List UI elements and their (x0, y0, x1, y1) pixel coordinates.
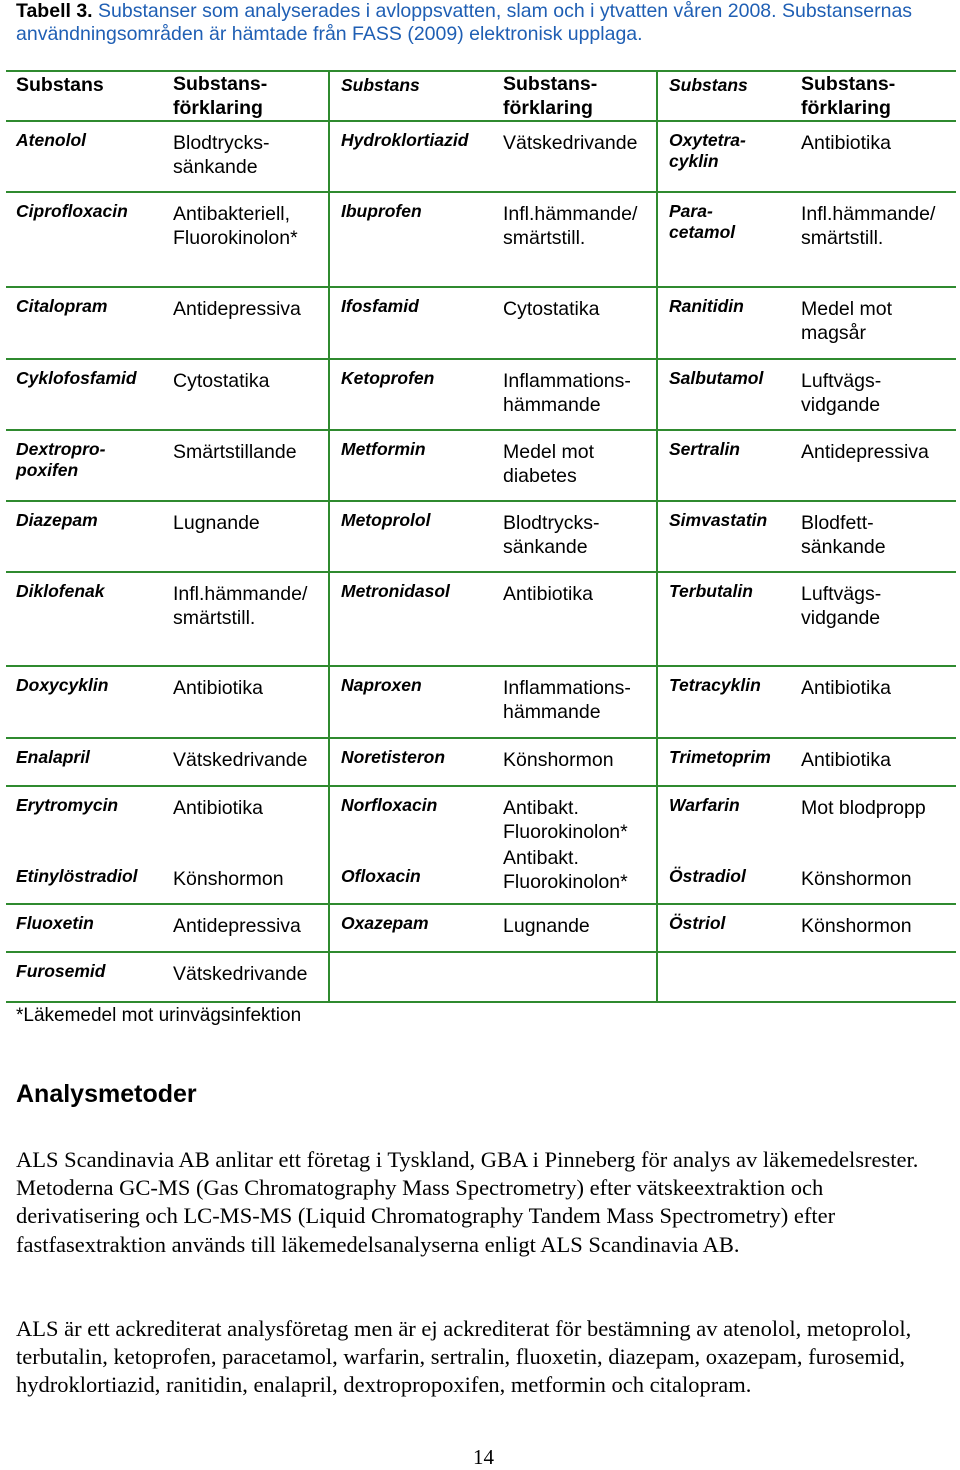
column-divider (328, 787, 330, 858)
substance-name-cell: Norfloxacin (341, 795, 438, 815)
page-number: 14 (473, 1445, 494, 1469)
substance-description-cell: Infl.hämmande/ smärtstill. (801, 203, 936, 249)
substance-name-cell: Noretisteron (341, 747, 446, 767)
column-divider (656, 905, 658, 953)
substance-name-cell: Simvastatin (669, 510, 768, 530)
substance-name-cell: Hydroklortiazid (341, 130, 469, 150)
substance-description-cell: Antibiotika (173, 797, 263, 819)
table-row (6, 431, 956, 502)
substance-name-cell: Metronidasol (341, 581, 450, 601)
column-divider (328, 739, 330, 787)
substance-description-cell: Medel mot magsår (801, 298, 893, 344)
table-header-cell: Substans (341, 75, 420, 95)
table-row (6, 193, 956, 288)
table-row (6, 905, 956, 953)
substance-name-cell: Diazepam (16, 510, 98, 530)
substance-description-cell: Blodtrycks- sänkande (503, 512, 600, 558)
substance-name-cell: Warfarin (669, 795, 740, 815)
column-divider (328, 502, 330, 573)
table-header-cell: Substans- förklaring (173, 73, 268, 119)
substance-description-cell: Antibiotika (173, 677, 263, 699)
column-divider (328, 288, 330, 360)
substance-name-cell: Ibuprofen (341, 201, 422, 221)
table-header-cell: Substans- förklaring (801, 73, 896, 119)
substance-description-cell: Antibiotika (801, 132, 891, 154)
substance-description-cell: Antibakteriell, Fluorokinolon* (173, 203, 298, 249)
column-divider (328, 667, 330, 739)
substance-name-cell: Ciprofloxacin (16, 201, 128, 221)
column-divider (328, 953, 330, 1003)
column-divider (328, 431, 330, 502)
column-divider (656, 858, 658, 905)
substance-description-cell: Blodfett- sänkande (801, 512, 886, 558)
substance-table (6, 70, 956, 1004)
substance-description-cell: Infl.hämmande/ smärtstill. (173, 583, 308, 629)
column-divider (656, 360, 658, 431)
caption-label: Tabell 3. (16, 0, 93, 22)
substance-description-cell: Antibakt. Fluorokinolon* (503, 797, 628, 843)
substance-name-cell: Sertralin (669, 439, 740, 459)
table-row (6, 847, 956, 905)
substance-description-cell: Mot blodpropp (801, 797, 926, 819)
column-divider (656, 953, 658, 1003)
substance-name-cell: Naproxen (341, 675, 422, 695)
paragraph-2: ALS är ett ackrediterat analysföretag men är ej ackrediterat för bestämning av atenolol, metoprolol, terbutalin, ketoprofen, paracetamol, warfarin, sertralin, fluoxetin, diazepam, oxazepam, furosemid, hydroklortiazid, ranitidin, enalapril, dextropropoxifen, metformin och citalopram. (16, 1316, 912, 1398)
table-header-cell: Substans (16, 74, 104, 96)
substance-name-cell: Fluoxetin (16, 913, 94, 933)
substance-name-cell: Östradiol (669, 866, 746, 886)
substance-description-cell: Antibakt. Fluorokinolon* (503, 847, 628, 893)
table-row (6, 573, 956, 667)
table-header-cell: Substans- förklaring (503, 73, 598, 119)
table-row (6, 502, 956, 573)
substance-name-cell: Ranitidin (669, 296, 744, 316)
column-divider (328, 193, 330, 288)
column-divider (328, 70, 330, 122)
substance-description-cell: Inflammations- hämmande (503, 370, 631, 416)
column-divider (656, 431, 658, 502)
table-row (6, 787, 956, 856)
substance-description-cell: Luftvägs- vidgande (801, 583, 882, 629)
substance-description-cell: Smärtstillande (173, 441, 297, 463)
column-divider (656, 193, 658, 288)
column-divider (656, 573, 658, 667)
substance-name-cell: Dextropro- poxifen (16, 439, 106, 480)
substance-description-cell: Luftvägs- vidgande (801, 370, 882, 416)
substance-description-cell: Medel mot diabetes (503, 441, 595, 487)
substance-description-cell: Vätskedrivande (173, 749, 308, 771)
substance-name-cell: Metformin (341, 439, 426, 459)
substance-name-cell: Metoprolol (341, 510, 431, 530)
substance-description-cell: Könshormon (801, 915, 912, 937)
substance-description-cell: Cytostatika (503, 298, 600, 320)
substance-description-cell: Antidepressiva (801, 441, 929, 463)
substance-name-cell: Citalopram (16, 296, 108, 316)
substance-description-cell: Cytostatika (173, 370, 270, 392)
substance-description-cell: Könshormon (173, 868, 284, 890)
column-divider (656, 787, 658, 858)
substance-name-cell: Oxazepam (341, 913, 429, 933)
substance-description-cell: Antidepressiva (173, 298, 301, 320)
substance-name-cell: Cyklofosfamid (16, 368, 137, 388)
column-divider (328, 360, 330, 431)
substance-name-cell: Doxycyklin (16, 675, 109, 695)
substance-name-cell: Terbutalin (669, 581, 753, 601)
table-row (6, 739, 956, 787)
substance-description-cell: Vätskedrivande (173, 963, 308, 985)
column-divider (328, 573, 330, 667)
column-divider (656, 502, 658, 573)
table-header-row (6, 70, 956, 122)
substance-name-cell: Tetracyklin (669, 675, 761, 695)
substance-name-cell: Ofloxacin (341, 866, 421, 886)
substance-name-cell: Ketoprofen (341, 368, 435, 388)
column-divider (656, 739, 658, 787)
table-row (6, 667, 956, 739)
substance-description-cell: Infl.hämmande/ smärtstill. (503, 203, 638, 249)
substance-name-cell: Salbutamol (669, 368, 764, 388)
substance-description-cell: Lugnande (503, 915, 590, 937)
substance-name-cell: Furosemid (16, 961, 106, 981)
table-header-cell: Substans (669, 75, 748, 95)
column-divider (656, 122, 658, 193)
column-divider (656, 667, 658, 739)
substance-description-cell: Inflammations- hämmande (503, 677, 631, 723)
table-row (6, 288, 956, 360)
substance-name-cell: Östriol (669, 913, 726, 933)
substance-name-cell: Ifosfamid (341, 296, 419, 316)
column-divider (656, 70, 658, 122)
table-row (6, 953, 956, 1003)
section-heading: Analysmetoder (16, 1080, 197, 1108)
substance-name-cell: Para- cetamol (669, 201, 736, 242)
substance-description-cell: Vätskedrivande (503, 132, 638, 154)
column-divider (328, 905, 330, 953)
column-divider (328, 122, 330, 193)
substance-name-cell: Erytromycin (16, 795, 119, 815)
substance-name-cell: Diklofenak (16, 581, 105, 601)
substance-description-cell: Antidepressiva (173, 915, 301, 937)
substance-name-cell: Trimetoprim (669, 747, 771, 767)
substance-description-cell: Antibiotika (503, 583, 593, 605)
substance-name-cell: Etinylöstradiol (16, 866, 138, 886)
table-row (6, 122, 956, 193)
column-divider (328, 858, 330, 905)
substance-description-cell: Könshormon (801, 868, 912, 890)
substance-description-cell: Könshormon (503, 749, 614, 771)
substance-description-cell: Antibiotika (801, 749, 891, 771)
substance-description-cell: Antibiotika (801, 677, 891, 699)
footnote: *Läkemedel mot urinvägsinfektion (16, 1005, 302, 1026)
substance-name-cell: Enalapril (16, 747, 90, 767)
paragraph-1: ALS Scandinavia AB anlitar ett företag i Tyskland, GBA i Pinneberg för analys av läkemedelsrester. Metoderna GC-MS (Gas Chromatography Mass Spectrometry) efter vätskeextraktion och derivatisering och LC-MS-MS (Liquid Chromatography Tandem Mass Spectrometry) efter fastfasextraktion används till läkemedelsanalyserna enligt ALS Scandinavia AB. (16, 1147, 919, 1257)
table-row (6, 360, 956, 431)
column-divider (656, 288, 658, 360)
substance-name-cell: Atenolol (16, 130, 86, 150)
caption-text: Substanser som analyserades i avloppsvatten, slam och i ytvatten våren 2008. Substansernas användningsområden är hämtade från FASS (2009) elektronisk upplaga. (16, 0, 913, 45)
substance-name-cell: Oxytetra- cyklin (669, 130, 746, 171)
substance-description-cell: Blodtrycks- sänkande (173, 132, 270, 178)
table-caption (16, 0, 956, 46)
substance-description-cell: Lugnande (173, 512, 260, 534)
